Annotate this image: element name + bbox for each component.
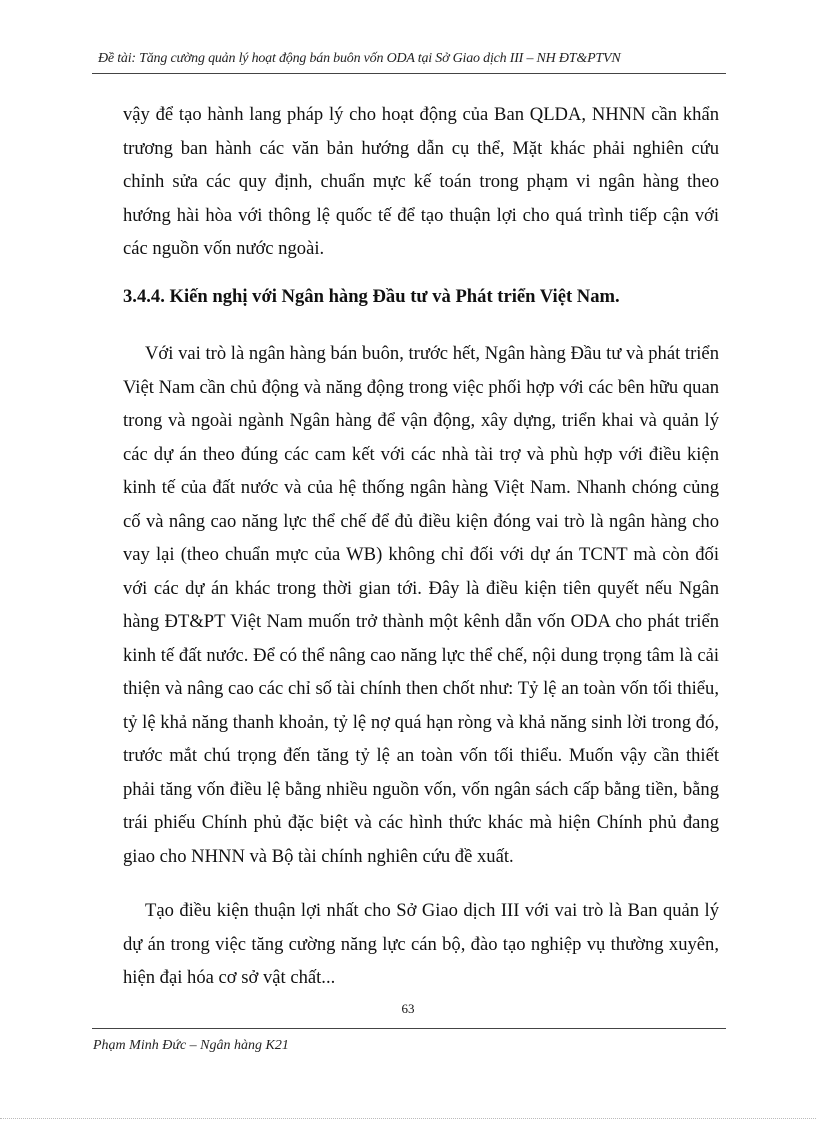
running-header: Đề tài: Tăng cường quản lý hoạt động bán buôn vốn ODA tại Sở Giao dịch III – NH ĐT&PTVN xyxy=(98,51,621,66)
header-divider xyxy=(92,73,726,74)
paragraph-2: Với vai trò là ngân hàng bán buôn, trước hết, Ngân hàng Đầu tư và phát triển Việt Nam cần chủ động và năng động trong việc phối hợp với các bên hữu quan trong và ngoài ngành Ngân hàng để vận động, xây dựng, triển khai và quản lý các dự án theo đúng các cam kết với các nhà tài trợ và phù hợp với điều kiện kinh tế của đất nước và của hệ thống ngân hàng Việt Nam. Nhanh chóng củng cố và nâng cao năng lực thể chế để đủ điều kiện đóng vai trò là ngân hàng cho vay lại (theo chuẩn mực của WB) không chỉ đối với dự án TCNT mà còn đối với các dự án khác trong thời gian tới. Đây là điều kiện tiên quyết nếu Ngân hàng ĐT&PT Việt Nam muốn trở thành một kênh dẫn vốn ODA cho phát triển kinh tế đất nước. Để có thể nâng cao năng lực thể chế, nội dung trọng tâm là cải thiện và nâng cao các chỉ số tài chính then chốt như: Tỷ lệ an toàn vốn tối thiểu, tỷ lệ khả năng thanh khoản, tỷ lệ nợ quá hạn ròng và khả năng sinh lời trong đó, trước mắt chú trọng đến tăng tỷ lệ an toàn vốn tối thiểu. Muốn vậy cần thiết phải tăng vốn điều lệ bằng nhiều nguồn vốn, vốn ngân sách cấp bằng tiền, bằng trái phiếu Chính phủ đặc biệt và các hình thức khác mà hiện Chính phủ đang giao cho NHNN và Bộ tài chính nghiên cứu đề xuất. xyxy=(123,343,719,867)
page-number: 63 xyxy=(401,1001,415,1016)
running-footer: Phạm Minh Đức – Ngân hàng K21 xyxy=(93,1038,289,1053)
page-bottom-border xyxy=(0,1118,816,1119)
paragraph-3: Tạo điều kiện thuận lợi nhất cho Sở Giao dịch III với vai trò là Ban quản lý dự án trong việc tăng cường năng lực cán bộ, đào tạo nghiệp vụ thường xuyên, hiện đại hóa cơ sở vật chất... xyxy=(123,900,719,988)
footer-divider xyxy=(92,1028,726,1029)
paragraph-1-text: vậy để tạo hành lang pháp lý cho hoạt động của Ban QLDA, NHNN cần khẩn trương ban hành các văn bản hướng dẫn cụ thể, Mặt khác phải nghiên cứu chỉnh sửa các quy định, chuẩn mực kế toán trong phạm vi ngân hàng theo hướng hài hòa với thông lệ quốc tế để tạo thuận lợi cho quá trình tiếp cận với các nguồn vốn nước ngoài. xyxy=(123,104,719,259)
paragraph-continuation xyxy=(123,98,719,266)
section-heading: 3.4.4. Kiến nghị với Ngân hàng Đầu tư và Phát triển Việt Nam. xyxy=(123,286,620,307)
